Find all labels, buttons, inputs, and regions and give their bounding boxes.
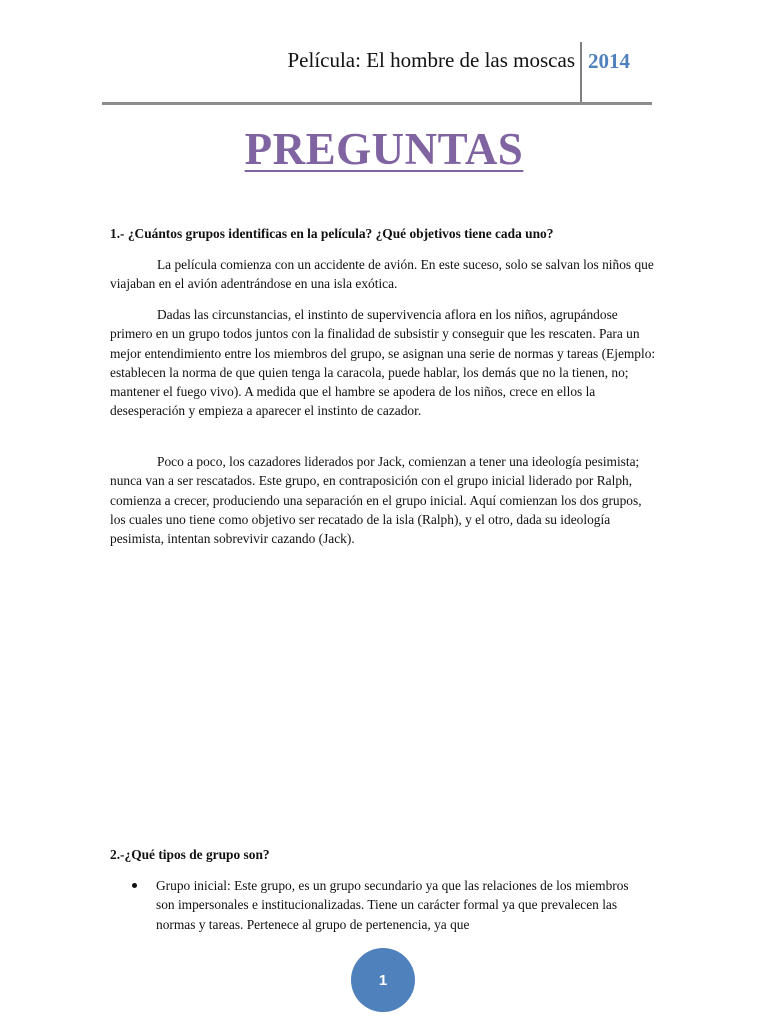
header-year: 2014 bbox=[588, 49, 630, 73]
paragraph-3: Poco a poco, los cazadores liderados por Jack, comienzan a tener una ideología pesimista; nunca van a ser rescatados. Este grupo, en contraposición con el grupo inicial liderado por Ralph, comienza a crecer, produciendo una separación en el grupo inicial. Aquí comienzan los dos grupos, los cuales uno tiene como objetivo ser recatado de la isla (Ralph), y el otro, dada su ideología pesimista, intentan sobrevivir cazando (Jack). bbox=[110, 454, 642, 547]
paragraph-1: La película comienza con un accidente de avión. En este suceso, solo se salvan los niños que viajaban en el avión adentrándose en una isla exótica. bbox=[110, 257, 654, 292]
answer-bullet-list bbox=[110, 876, 650, 934]
list-item bbox=[110, 876, 650, 934]
header-divider bbox=[580, 42, 582, 103]
page-title: PREGUNTAS bbox=[244, 124, 524, 174]
question-2: 2.-¿Qué tipos de grupo son? bbox=[110, 847, 270, 862]
paragraph-2: Dadas las circunstancias, el instinto de supervivencia aflora en los niños, agrupándose primero en un grupo todos juntos con la finalidad de subsistir y conseguir que les rescaten. Para un mejor entendimiento entre los miembros del grupo, se asignan una serie de normas y tareas (Ejemplo: establecen la norma de que quien tenga la caracola, puede hablar, los demás que no la tienen, no; mantener el fuego vivo). A medida que el hambre se apodera de los niños, crece en ellos la desesperación y empieza a aparecer el instinto de cazador. bbox=[110, 307, 656, 419]
page-number: 1 bbox=[378, 971, 388, 989]
header-title: Película: El hombre de las moscas bbox=[287, 48, 575, 72]
question-1: 1.- ¿Cuántos grupos identificas en la película? ¿Qué objetivos tiene cada uno? bbox=[110, 226, 554, 241]
list-item-text: Grupo inicial: Este grupo, es un grupo secundario ya que las relaciones de los miembros son impersonales e institucionalizadas. Tiene un carácter formal ya que prevalecen las normas y tareas. Pertenece al grupo de pertenencia, ya que bbox=[156, 878, 629, 932]
bullet-icon bbox=[132, 883, 137, 888]
page-number-badge bbox=[351, 948, 415, 1012]
header-rule bbox=[102, 102, 652, 105]
